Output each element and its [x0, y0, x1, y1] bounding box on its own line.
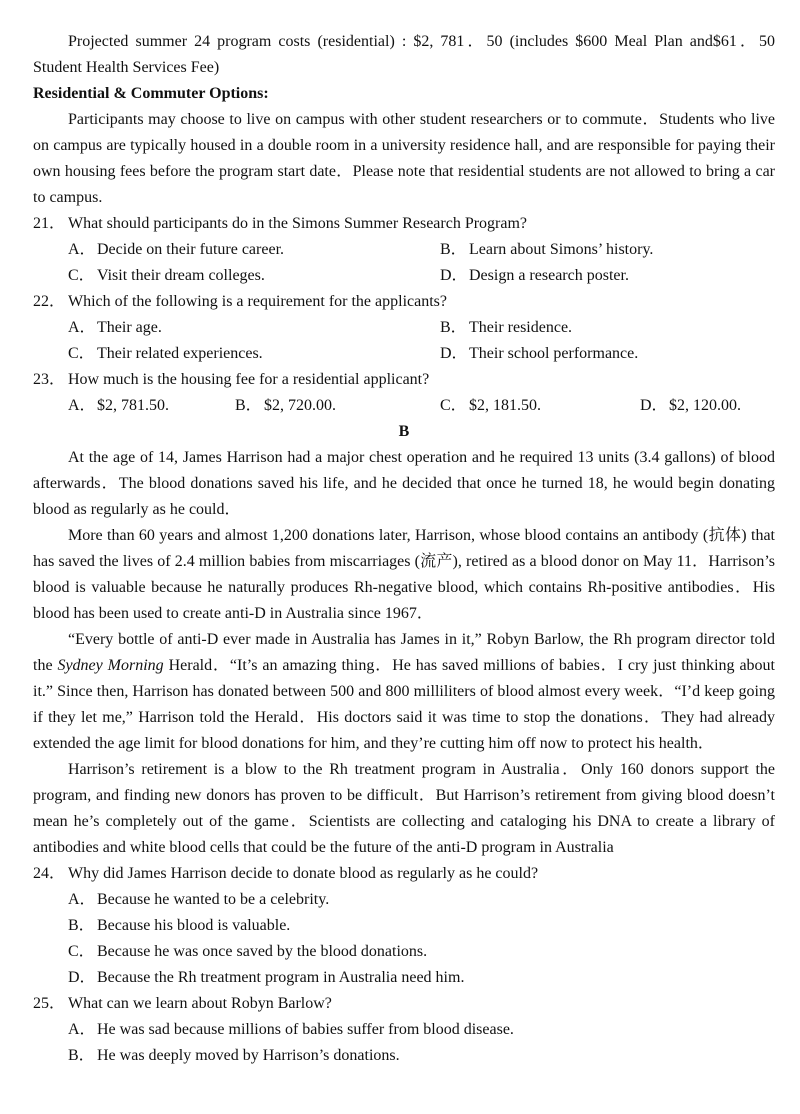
question-25 [33, 991, 775, 1069]
option-c[interactable] [68, 263, 440, 289]
options-row [33, 393, 775, 419]
residential-options-paragraph: Participants may choose to live on campus with other student researchers or to commute．Students who live on campus are typically housed in a double room in a university residence hall, and are responsible for paying their own housing fees before the program start date．Please note that residential students are not allowed to bring a car to campus. [33, 111, 775, 206]
option-text: Design a research poster. [469, 267, 629, 284]
option-b[interactable] [440, 315, 572, 341]
question-stem [33, 861, 775, 887]
option-b[interactable] [235, 393, 440, 419]
option-a[interactable] [68, 237, 440, 263]
options-row [33, 263, 775, 289]
option-d[interactable] [440, 341, 638, 367]
option-text: Because the Rh treatment program in Australia need him. [97, 969, 465, 986]
option-c[interactable] [33, 939, 775, 965]
question-number: 24． [33, 865, 66, 882]
option-text: $2, 781.50. [97, 397, 169, 414]
option-label: A． [68, 891, 96, 908]
passage-b-paragraph-2: More than 60 years and almost 1,200 donations later, Harrison, whose blood contains an antibody (抗体) that has saved the lives of 2.4 million babies from miscarriages (流产), retired as a blood donor on May 11．Harrison’s blood is valuable because he naturally produces Rh-negative blood, which contains Rh-positive antibodies．His blood has been used to create anti-D in Australia since 1967． [33, 527, 775, 622]
option-text: Their related experiences. [97, 345, 263, 362]
options-row [33, 237, 775, 263]
option-c[interactable] [440, 393, 640, 419]
option-text: $2, 720.00. [264, 397, 336, 414]
option-a[interactable] [68, 315, 440, 341]
option-text: Their age. [97, 319, 162, 336]
option-label: C． [440, 397, 467, 414]
option-label: C． [68, 345, 95, 362]
option-text: Decide on their future career. [97, 241, 285, 258]
program-cost-paragraph: Projected summer 24 program costs (residential) : $2, 781．50 (includes $600 Meal Plan and$61．50 Student Health Services Fee) [33, 33, 776, 76]
question-stem [33, 991, 775, 1017]
option-text: Learn about Simons’ history. [469, 241, 654, 258]
option-c[interactable] [68, 341, 440, 367]
question-stem [33, 367, 775, 393]
option-b[interactable] [33, 913, 775, 939]
option-text: Because he wanted to be a celebrity. [97, 891, 330, 908]
option-a[interactable] [33, 1017, 775, 1043]
option-d[interactable] [640, 393, 741, 419]
option-label: B． [235, 397, 262, 414]
option-d[interactable] [440, 263, 629, 289]
question-23 [33, 367, 775, 419]
question-24 [33, 861, 775, 991]
question-21 [33, 211, 775, 289]
option-text: Their school performance. [469, 345, 639, 362]
passage-b-paragraph-3 [33, 627, 775, 757]
option-label: A． [68, 397, 96, 414]
option-a[interactable] [33, 887, 775, 913]
question-text: Why did James Harrison decide to donate blood as regularly as he could? [68, 865, 539, 882]
question-number: 22． [33, 293, 66, 310]
question-number: 23． [33, 371, 66, 388]
residential-options-heading: Residential & Commuter Options: [33, 85, 269, 102]
option-label: B． [440, 241, 467, 258]
option-label: A． [68, 1021, 96, 1038]
option-b[interactable] [33, 1043, 775, 1069]
paragraph-text: Herald．“It’s an amazing thing．He has saved millions of babies．I cry just thinking about it.” Since then, Harrison has donated between 500 and 800 milliliters of blood almost every week．“I’d keep going if they let me,” Harrison told the Herald．His doctors said it was time to stop the donations．They had already extended the age limit for blood donations for him, and they’re cutting him off now to protect his health． [33, 657, 775, 752]
paragraph-text: “Every bottle of anti-D ever made in Australia has James in it,” Robyn Barlow, the Rh program director told the [33, 631, 775, 674]
question-stem [33, 211, 775, 237]
option-text: $2, 120.00. [669, 397, 741, 414]
question-number: 25． [33, 995, 66, 1012]
option-text: Because he was once saved by the blood donations. [97, 943, 428, 960]
option-text: He was deeply moved by Harrison’s donations. [97, 1047, 400, 1064]
passage-b-paragraph-1: At the age of 14, James Harrison had a major chest operation and he required 13 units (3.4 gallons) of blood afterwards．The blood donations saved his life, and he decided that once he turned 18, he would begin donating blood as regularly as he could． [33, 449, 775, 518]
options-row [33, 341, 775, 367]
question-text: What can we learn about Robyn Barlow? [68, 995, 332, 1012]
passage-b-paragraph-4: Harrison’s retirement is a blow to the Rh treatment program in Australia．Only 160 donors support the program, and finding new donors has proven to be difficult．But Harrison’s retirement from giving blood doesn’t mean he’s completely out of the game．Scientists are collecting and cataloging his DNA to create a library of antibodies and white blood cells that could be the future of the anti-D program in Australia [33, 761, 776, 856]
option-text: Because his blood is valuable. [97, 917, 291, 934]
option-text: Visit their dream colleges. [97, 267, 265, 284]
section-heading-b: B [398, 423, 410, 440]
option-label: A． [68, 241, 96, 258]
option-label: B． [68, 917, 95, 934]
option-label: B． [68, 1047, 95, 1064]
question-text: Which of the following is a requirement for the applicants? [68, 293, 447, 310]
newspaper-name: Sydney Morning [57, 657, 164, 674]
option-text: Their residence. [469, 319, 573, 336]
question-number: 21． [33, 215, 66, 232]
option-label: A． [68, 319, 96, 336]
option-label: C． [68, 267, 95, 284]
option-label: D． [68, 969, 96, 986]
option-b[interactable] [440, 237, 653, 263]
option-label: D． [440, 345, 468, 362]
option-text: $2, 181.50. [469, 397, 541, 414]
question-text: How much is the housing fee for a residential applicant? [68, 371, 430, 388]
question-22 [33, 289, 775, 367]
option-label: D． [640, 397, 668, 414]
question-text: What should participants do in the Simons Summer Research Program? [68, 215, 528, 232]
option-text: He was sad because millions of babies suffer from blood disease. [97, 1021, 514, 1038]
question-stem [33, 289, 775, 315]
option-label: B． [440, 319, 467, 336]
option-label: D． [440, 267, 468, 284]
option-a[interactable] [68, 393, 235, 419]
options-row [33, 315, 775, 341]
option-label: C． [68, 943, 95, 960]
option-d[interactable] [33, 965, 775, 991]
